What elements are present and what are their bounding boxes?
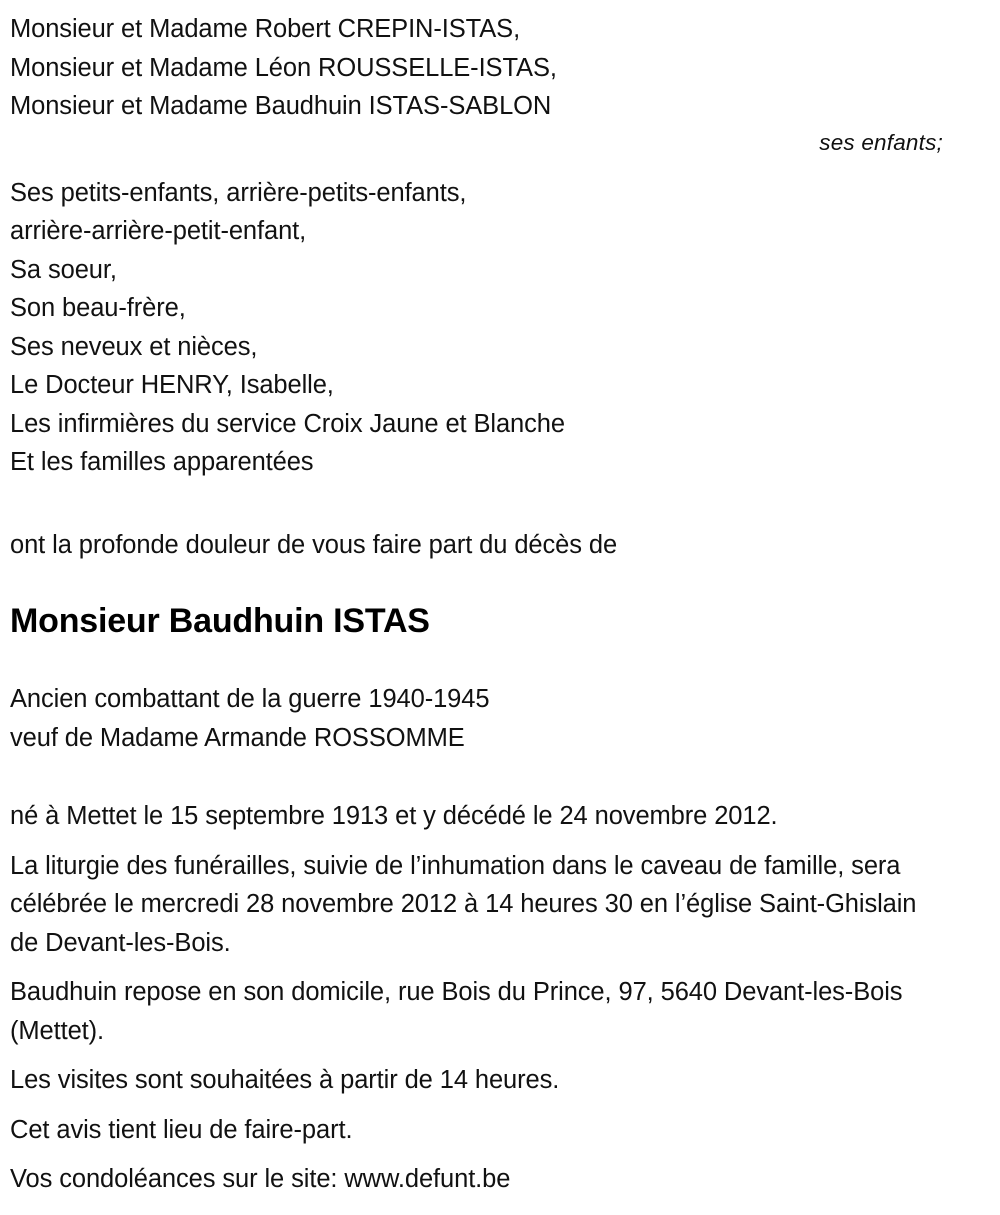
survivor-line-2: arrière-arrière-petit-enfant, (10, 217, 307, 245)
spacer-before-name (10, 564, 945, 600)
deceased-title-2: veuf de Madame Armande ROSSOMME (10, 723, 465, 752)
child-line-1: Monsieur et Madame Robert CREPIN-ISTAS, (10, 15, 521, 43)
liturgy-paragraph: La liturgie des funérailles, suivie de l’inhumation dans le caveau de famille, sera célébrée le mercredi 28 novembre 2012 à 14 heures 30 en l’église Saint-Ghislain de Devant-les-Bois. (10, 851, 917, 957)
deceased-title-1: Ancien combattant de la guerre 1940-1945 (10, 685, 490, 713)
spacer-after-children (10, 160, 945, 174)
resting-place-paragraph: Baudhuin repose en son domicile, rue Bois du Prince, 97, 5640 Devant-les-Bois (Mettet). (10, 978, 903, 1045)
spacer-before-intro (10, 482, 945, 526)
announcement-intro: ont la profonde douleur de vous faire part du décès de (10, 530, 618, 559)
survivor-line-3: Sa soeur, (10, 255, 117, 284)
children-list (10, 10, 945, 126)
deceased-titles (10, 680, 945, 757)
children-relation-label: ses enfants; (819, 129, 943, 155)
notice-paragraph: Cet avis tient lieu de faire-part. (10, 1115, 353, 1144)
survivor-line-8: Et les familles apparentées (10, 448, 314, 476)
survivor-line-5: Ses neveux et nièces, (10, 332, 258, 361)
condolences-paragraph: Vos condoléances sur le site: www.defunt.be (10, 1165, 511, 1193)
birth-death-line: né à Mettet le 15 septembre 1913 et y décédé le 24 novembre 2012. (10, 802, 778, 830)
survivor-line-1: Ses petits-enfants, arrière-petits-enfants, (10, 178, 467, 207)
survivor-line-7: Les infirmières du service Croix Jaune et Blanche (10, 409, 565, 438)
visits-paragraph: Les visites sont souhaitées à partir de 14 heures. (10, 1066, 560, 1094)
survivor-line-6: Le Docteur HENRY, Isabelle, (10, 371, 334, 399)
other-survivors-list (10, 174, 945, 482)
child-line-2: Monsieur et Madame Léon ROUSSELLE-ISTAS, (10, 53, 557, 82)
survivor-line-4: Son beau-frère, (10, 294, 186, 322)
spacer-before-dates (10, 757, 945, 797)
spacer-after-name (10, 642, 945, 680)
child-line-3: Monsieur et Madame Baudhuin ISTAS-SABLON (10, 92, 552, 120)
deceased-name-heading: Monsieur Baudhuin ISTAS (10, 602, 430, 640)
